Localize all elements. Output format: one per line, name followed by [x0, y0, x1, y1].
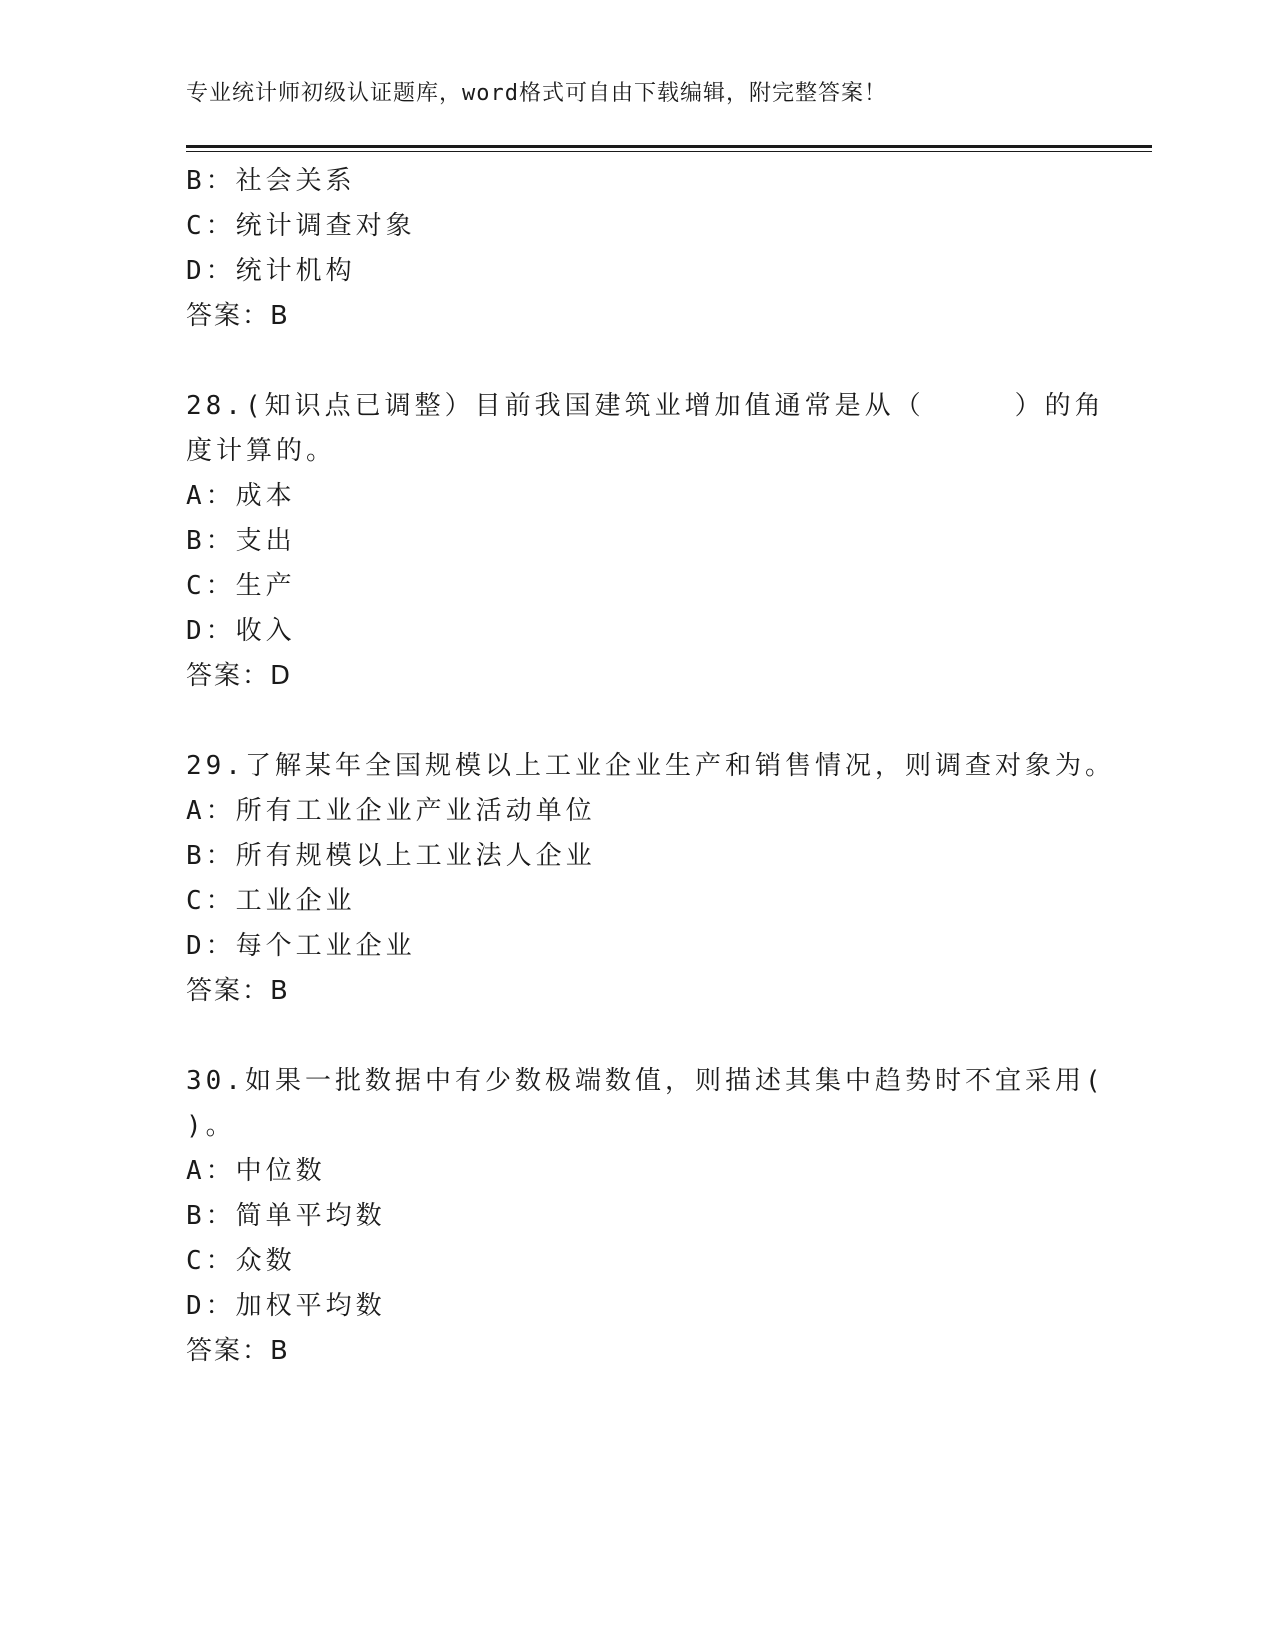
question-content	[186, 159, 1115, 1374]
header-rule-thin	[186, 151, 1152, 152]
header-rule-thick	[186, 145, 1152, 148]
option-d: D：加权平均数	[186, 1291, 386, 1321]
option-b: B：简单平均数	[186, 1201, 386, 1231]
answer-line: 答案：B	[186, 301, 290, 331]
spacer	[186, 699, 1066, 744]
document-header: 专业统计师初级认证题库，word格式可自由下载编辑，附完整答案！	[186, 81, 887, 106]
option-b: B：社会关系	[186, 166, 356, 196]
question-stem: 30.如果一批数据中有少数极端数值，则描述其集中趋势时不宜采用(	[186, 1066, 1105, 1096]
answer-line: 答案：D	[186, 661, 293, 691]
option-d: D：每个工业企业	[186, 931, 416, 961]
answer-line: 答案：B	[186, 976, 290, 1006]
option-d: D：收入	[186, 616, 296, 646]
option-c: C：工业企业	[186, 886, 356, 916]
spacer	[186, 1014, 1066, 1059]
spacer	[186, 339, 1066, 384]
option-c: C：统计调查对象	[186, 211, 416, 241]
question-stem-continued: 度计算的。	[186, 436, 337, 466]
option-b: B：支出	[186, 526, 296, 556]
option-a: A：成本	[186, 481, 296, 511]
question-stem-continued: )。	[186, 1111, 236, 1141]
question-30	[186, 1059, 1105, 1374]
question-28	[186, 384, 1105, 699]
option-d: D：统计机构	[186, 256, 356, 286]
carryover-question	[186, 159, 1066, 339]
option-c: C：众数	[186, 1246, 296, 1276]
question-stem: 28.(知识点已调整）目前我国建筑业增加值通常是从（ ）的角	[186, 391, 1105, 421]
question-stem: 29.了解某年全国规模以上工业企业生产和销售情况，则调查对象为。	[186, 751, 1115, 781]
option-a: A：中位数	[186, 1156, 326, 1186]
option-b: B：所有规模以上工业法人企业	[186, 841, 596, 871]
option-c: C：生产	[186, 571, 296, 601]
question-29	[186, 744, 1115, 1014]
option-a: A：所有工业企业产业活动单位	[186, 796, 596, 826]
answer-line: 答案：B	[186, 1336, 290, 1366]
